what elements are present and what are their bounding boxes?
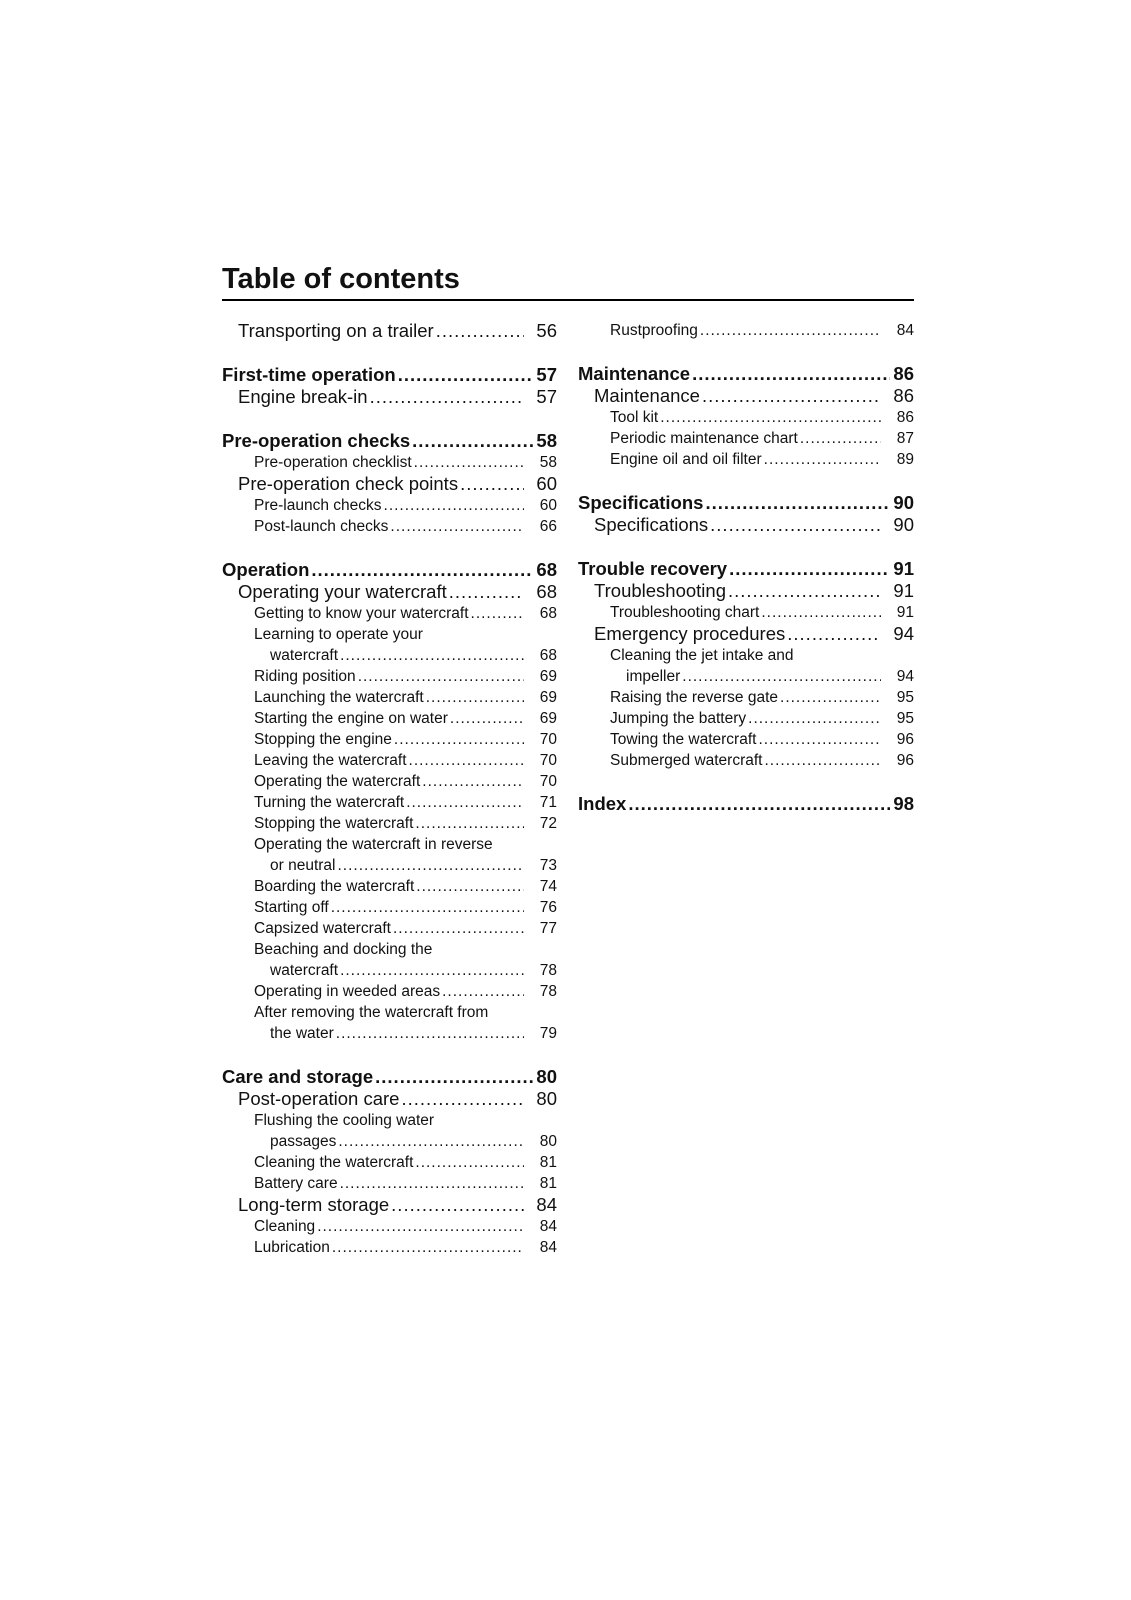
leader-dots [800,428,881,444]
leader-dots [311,559,533,578]
leader-dots [758,729,881,745]
toc-entry-page: 80 [539,1133,557,1150]
toc-entry[interactable] [222,771,557,792]
toc-entry-label: Lubrication [254,1239,330,1256]
toc-entry-label: Operating in weeded areas [254,983,441,1000]
toc-entry-long-term-storage[interactable] [222,1194,557,1216]
toc-entry-label: Stopping the watercraft [254,815,414,832]
toc-entry-label: Tool kit [610,409,659,426]
leader-dots [426,687,524,703]
toc-entry-cleaning[interactable] [222,1216,557,1237]
toc-entry-page: 84 [539,1218,557,1235]
toc-entry-pre-operation-checklist[interactable] [222,452,557,473]
toc-entry-page: 95 [896,710,914,727]
toc-entry[interactable] [222,918,557,939]
toc-entry-label: Post-operation care [238,1088,400,1109]
leader-dots [422,771,524,787]
leader-dots [390,516,524,532]
toc-entry-jumping-battery[interactable] [578,708,914,729]
leader-dots [442,981,524,997]
toc-entry-engine-break-in[interactable] [222,386,557,408]
leader-dots [780,687,881,703]
toc-entry-lubrication[interactable] [222,1237,557,1258]
toc-entry-page: 80 [536,1088,557,1109]
toc-entry-page: 70 [539,731,557,748]
toc-entry-label: Specifications [594,514,709,535]
leader-dots [787,623,881,642]
toc-entry[interactable] [222,750,557,771]
toc-entry-page: 68 [536,581,557,602]
leader-dots [761,602,881,618]
toc-heading-label: Trouble recovery [578,558,728,579]
leader-dots [449,581,524,600]
toc-entry-page: 73 [539,857,557,874]
toc-entry-page: 89 [896,451,914,468]
toc-heading-specifications[interactable] [578,492,914,514]
toc-entry-page: 91 [896,604,914,621]
leader-dots [340,1173,524,1189]
toc-entry-page: 87 [896,430,914,447]
toc-entry[interactable] [222,708,557,729]
toc-entry-label-line2: the water [270,1025,334,1042]
leader-dots [660,407,881,423]
toc-entry-label: Transporting on a trailer [238,320,434,341]
toc-entry[interactable] [222,792,557,813]
leader-dots [338,1131,524,1147]
toc-entry-label-line2: or neutral [270,857,336,874]
toc-heading-label: Operation [222,559,310,580]
toc-entry-troubleshooting[interactable] [578,580,914,602]
toc-entry-page: 68 [539,605,557,622]
toc-entry-page: 79 [539,1025,557,1042]
toc-entry[interactable] [222,687,557,708]
leader-dots [336,1023,524,1039]
leader-dots [692,363,890,382]
toc-entry-label-line2: passages [270,1133,337,1150]
toc-entry-label-line1: Operating the watercraft in reverse [254,836,493,853]
toc-entry-pre-operation-check-points[interactable] [222,473,557,495]
toc-entry-page: 76 [539,899,557,916]
toc-entry-page: 86 [893,385,914,406]
toc-entry-label: Leaving the watercraft [254,752,407,769]
toc-entry-page: 78 [539,983,557,1000]
toc-heading-label: Pre-operation checks [222,430,411,451]
leader-dots [702,385,881,404]
leader-dots [450,708,524,724]
toc-entry-page: 81 [539,1175,557,1192]
leader-dots [436,320,524,339]
toc-entry-page: 95 [896,689,914,706]
toc-entry-label: Getting to know your watercraft [254,605,469,622]
toc-heading-label: Specifications [578,492,704,513]
leader-dots [409,750,524,766]
toc-entry-label: Operating the watercraft [254,773,421,790]
toc-entry-label: Periodic maintenance chart [610,430,798,447]
toc-heading-page: 68 [536,559,557,580]
toc-entry-label: Turning the watercraft [254,794,405,811]
toc-entry[interactable] [222,876,557,897]
leader-dots [393,918,524,934]
toc-entry-page: 90 [893,514,914,535]
leader-dots [700,320,881,336]
leader-dots [406,792,524,808]
toc-entry-label: Capsized watercraft [254,920,391,937]
toc-entry-label: Cleaning [254,1218,316,1235]
toc-entry-page: 77 [539,920,557,937]
toc-entry-pre-launch-checks[interactable] [222,495,557,516]
toc-entry-troubleshooting-chart[interactable] [578,602,914,623]
leader-dots [340,960,524,976]
toc-heading-page: 91 [893,558,914,579]
title-rule [222,299,914,301]
toc-entry-label-line1: Flushing the cooling water [254,1112,435,1129]
leader-dots [471,603,524,619]
toc-entry-transporting[interactable] [222,320,557,342]
toc-entry-submerged[interactable] [578,750,914,771]
page-title: Table of contents [222,263,460,295]
toc-entry-page: 71 [539,794,557,811]
toc-heading-label: Index [578,793,627,814]
toc-entry-label: Post-launch checks [254,518,389,535]
toc-entry-label: Troubleshooting [594,580,726,601]
toc-entry-label-line1: Learning to operate your [254,626,423,643]
toc-entry-page: 72 [539,815,557,832]
toc-entry-page: 60 [539,497,557,514]
leader-dots [375,1066,533,1085]
toc-entry-page: 70 [539,752,557,769]
toc-entry-label: Battery care [254,1175,338,1192]
leader-dots [332,1237,524,1253]
toc-entry-specifications[interactable] [578,514,914,536]
toc-entry[interactable] [222,666,557,687]
leader-dots [331,897,524,913]
leader-dots [340,645,524,661]
toc-operation-items [222,603,557,1044]
toc-entry-page: 69 [539,689,557,706]
leader-dots [748,708,881,724]
toc-entry-page: 94 [893,623,914,644]
toc-entry-label-line2: watercraft [270,962,339,979]
toc-right-column [578,320,914,815]
toc-entry-label: Jumping the battery [610,710,747,727]
leader-dots [416,876,524,892]
leader-dots [412,430,533,449]
leader-dots [391,1194,524,1213]
toc-entry-label: Starting off [254,899,329,916]
toc-heading-label: Maintenance [578,363,691,384]
toc-entry-engine-oil[interactable] [578,449,914,470]
toc-entry-label: Long-term storage [238,1194,390,1215]
toc-heading-maintenance[interactable] [578,363,914,385]
toc-entry-label: Stopping the engine [254,731,392,748]
toc-entry-maintenance[interactable] [578,385,914,407]
toc-heading-first-time-operation[interactable] [222,364,557,386]
toc-entry-jet-intake[interactable] [578,645,914,687]
leader-dots [358,666,524,682]
toc-entry-page: 84 [896,322,914,339]
toc-entry-label-line2: watercraft [270,647,339,664]
toc-entry-cleaning-the-watercraft[interactable] [222,1152,557,1173]
leader-dots [317,1216,524,1232]
toc-heading-page: 90 [893,492,914,513]
toc-entry-label: Boarding the watercraft [254,878,415,895]
leader-dots [710,514,881,533]
toc-heading-page: 58 [536,430,557,451]
toc-entry-flushing[interactable] [222,1110,557,1152]
toc-entry-label: Operating your watercraft [238,581,447,602]
toc-entry-page: 96 [896,731,914,748]
toc-entry-label: Rustproofing [610,322,698,339]
toc-heading-pre-operation-checks[interactable] [222,430,557,452]
toc-entry-page: 81 [539,1154,557,1171]
toc-heading-label: Care and storage [222,1066,374,1087]
toc-heading-operation[interactable] [222,559,557,581]
toc-entry[interactable] [222,603,557,624]
toc-entry[interactable] [222,1002,557,1044]
toc-entry-tool-kit[interactable] [578,407,914,428]
leader-dots [398,364,534,383]
toc-entry-label: Pre-launch checks [254,497,382,514]
toc-heading-page: 98 [893,793,914,814]
toc-entry-page: 68 [539,647,557,664]
toc-entry[interactable] [222,624,557,666]
toc-entry-page: 91 [893,580,914,601]
toc-entry-label: Pre-operation checklist [254,454,412,471]
toc-entry-page: 69 [539,668,557,685]
toc-entry-post-operation-care[interactable] [222,1088,557,1110]
toc-entry-emergency-procedures[interactable] [578,623,914,645]
leader-dots [337,855,524,871]
toc-entry-label: Emergency procedures [594,623,786,644]
toc-entry-page: 96 [896,752,914,769]
toc-entry-page: 58 [539,454,557,471]
toc-left-column [222,320,557,1258]
toc-entry[interactable] [222,897,557,918]
toc-entry-battery-care[interactable] [222,1173,557,1194]
toc-entry-label: Raising the reverse gate [610,689,779,706]
leader-dots [729,558,890,577]
toc-entry-reverse-gate[interactable] [578,687,914,708]
leader-dots [628,793,890,812]
toc-entry-page: 56 [536,320,557,341]
toc-entry-periodic-maintenance-chart[interactable] [578,428,914,449]
toc-entry-label-line2: impeller [626,668,681,685]
toc-entry-page: 60 [536,473,557,494]
toc-entry-page: 78 [539,962,557,979]
toc-entry-label-line1: Beaching and docking the [254,941,433,958]
toc-entry-label: Starting the engine on water [254,710,448,727]
toc-entry-page: 70 [539,773,557,790]
toc-entry-page: 86 [896,409,914,426]
toc-entry-rustproofing[interactable] [578,320,914,341]
leader-dots [401,1088,524,1107]
toc-entry-operating-your-watercraft[interactable] [222,581,557,603]
toc-entry-label: Troubleshooting chart [610,604,760,621]
toc-entry-label: Towing the watercraft [610,731,757,748]
leader-dots [682,666,881,682]
toc-entry-page: 94 [896,668,914,685]
toc-entry-label-line1: After removing the watercraft from [254,1004,489,1021]
leader-dots [415,813,524,829]
toc-entry[interactable] [222,981,557,1002]
toc-heading-trouble-recovery[interactable] [578,558,914,580]
toc-entry-towing[interactable] [578,729,914,750]
toc-entry-post-launch-checks[interactable] [222,516,557,537]
toc-entry-page: 84 [536,1194,557,1215]
toc-entry[interactable] [222,729,557,750]
leader-dots [705,492,890,511]
leader-dots [728,580,881,599]
toc-heading-page: 86 [893,363,914,384]
leader-dots [415,1152,524,1168]
toc-heading-label: First-time operation [222,364,396,385]
toc-heading-index[interactable] [578,793,914,815]
toc-entry[interactable] [222,813,557,834]
toc-entry-page: 74 [539,878,557,895]
leader-dots [764,449,881,465]
toc-entry[interactable] [222,834,557,876]
toc-entry[interactable] [222,939,557,981]
leader-dots [394,729,524,745]
toc-entry-page: 84 [539,1239,557,1256]
toc-entry-label: Launching the watercraft [254,689,424,706]
toc-entry-label: Pre-operation check points [238,473,459,494]
leader-dots [384,495,524,511]
toc-heading-page: 80 [536,1066,557,1087]
leader-dots [765,750,882,766]
toc-entry-page: 66 [539,518,557,535]
toc-entry-label: Submerged watercraft [610,752,763,769]
toc-entry-label-line1: Cleaning the jet intake and [610,647,794,664]
toc-heading-page: 57 [536,364,557,385]
toc-entry-label: Engine oil and oil filter [610,451,762,468]
leader-dots [414,452,524,468]
leader-dots [460,473,524,492]
toc-entry-page: 57 [536,386,557,407]
toc-heading-care-and-storage[interactable] [222,1066,557,1088]
toc-entry-label: Cleaning the watercraft [254,1154,414,1171]
toc-entry-label: Maintenance [594,385,700,406]
toc-entry-label: Riding position [254,668,356,685]
leader-dots [370,386,524,405]
toc-entry-label: Engine break-in [238,386,368,407]
toc-entry-page: 69 [539,710,557,727]
